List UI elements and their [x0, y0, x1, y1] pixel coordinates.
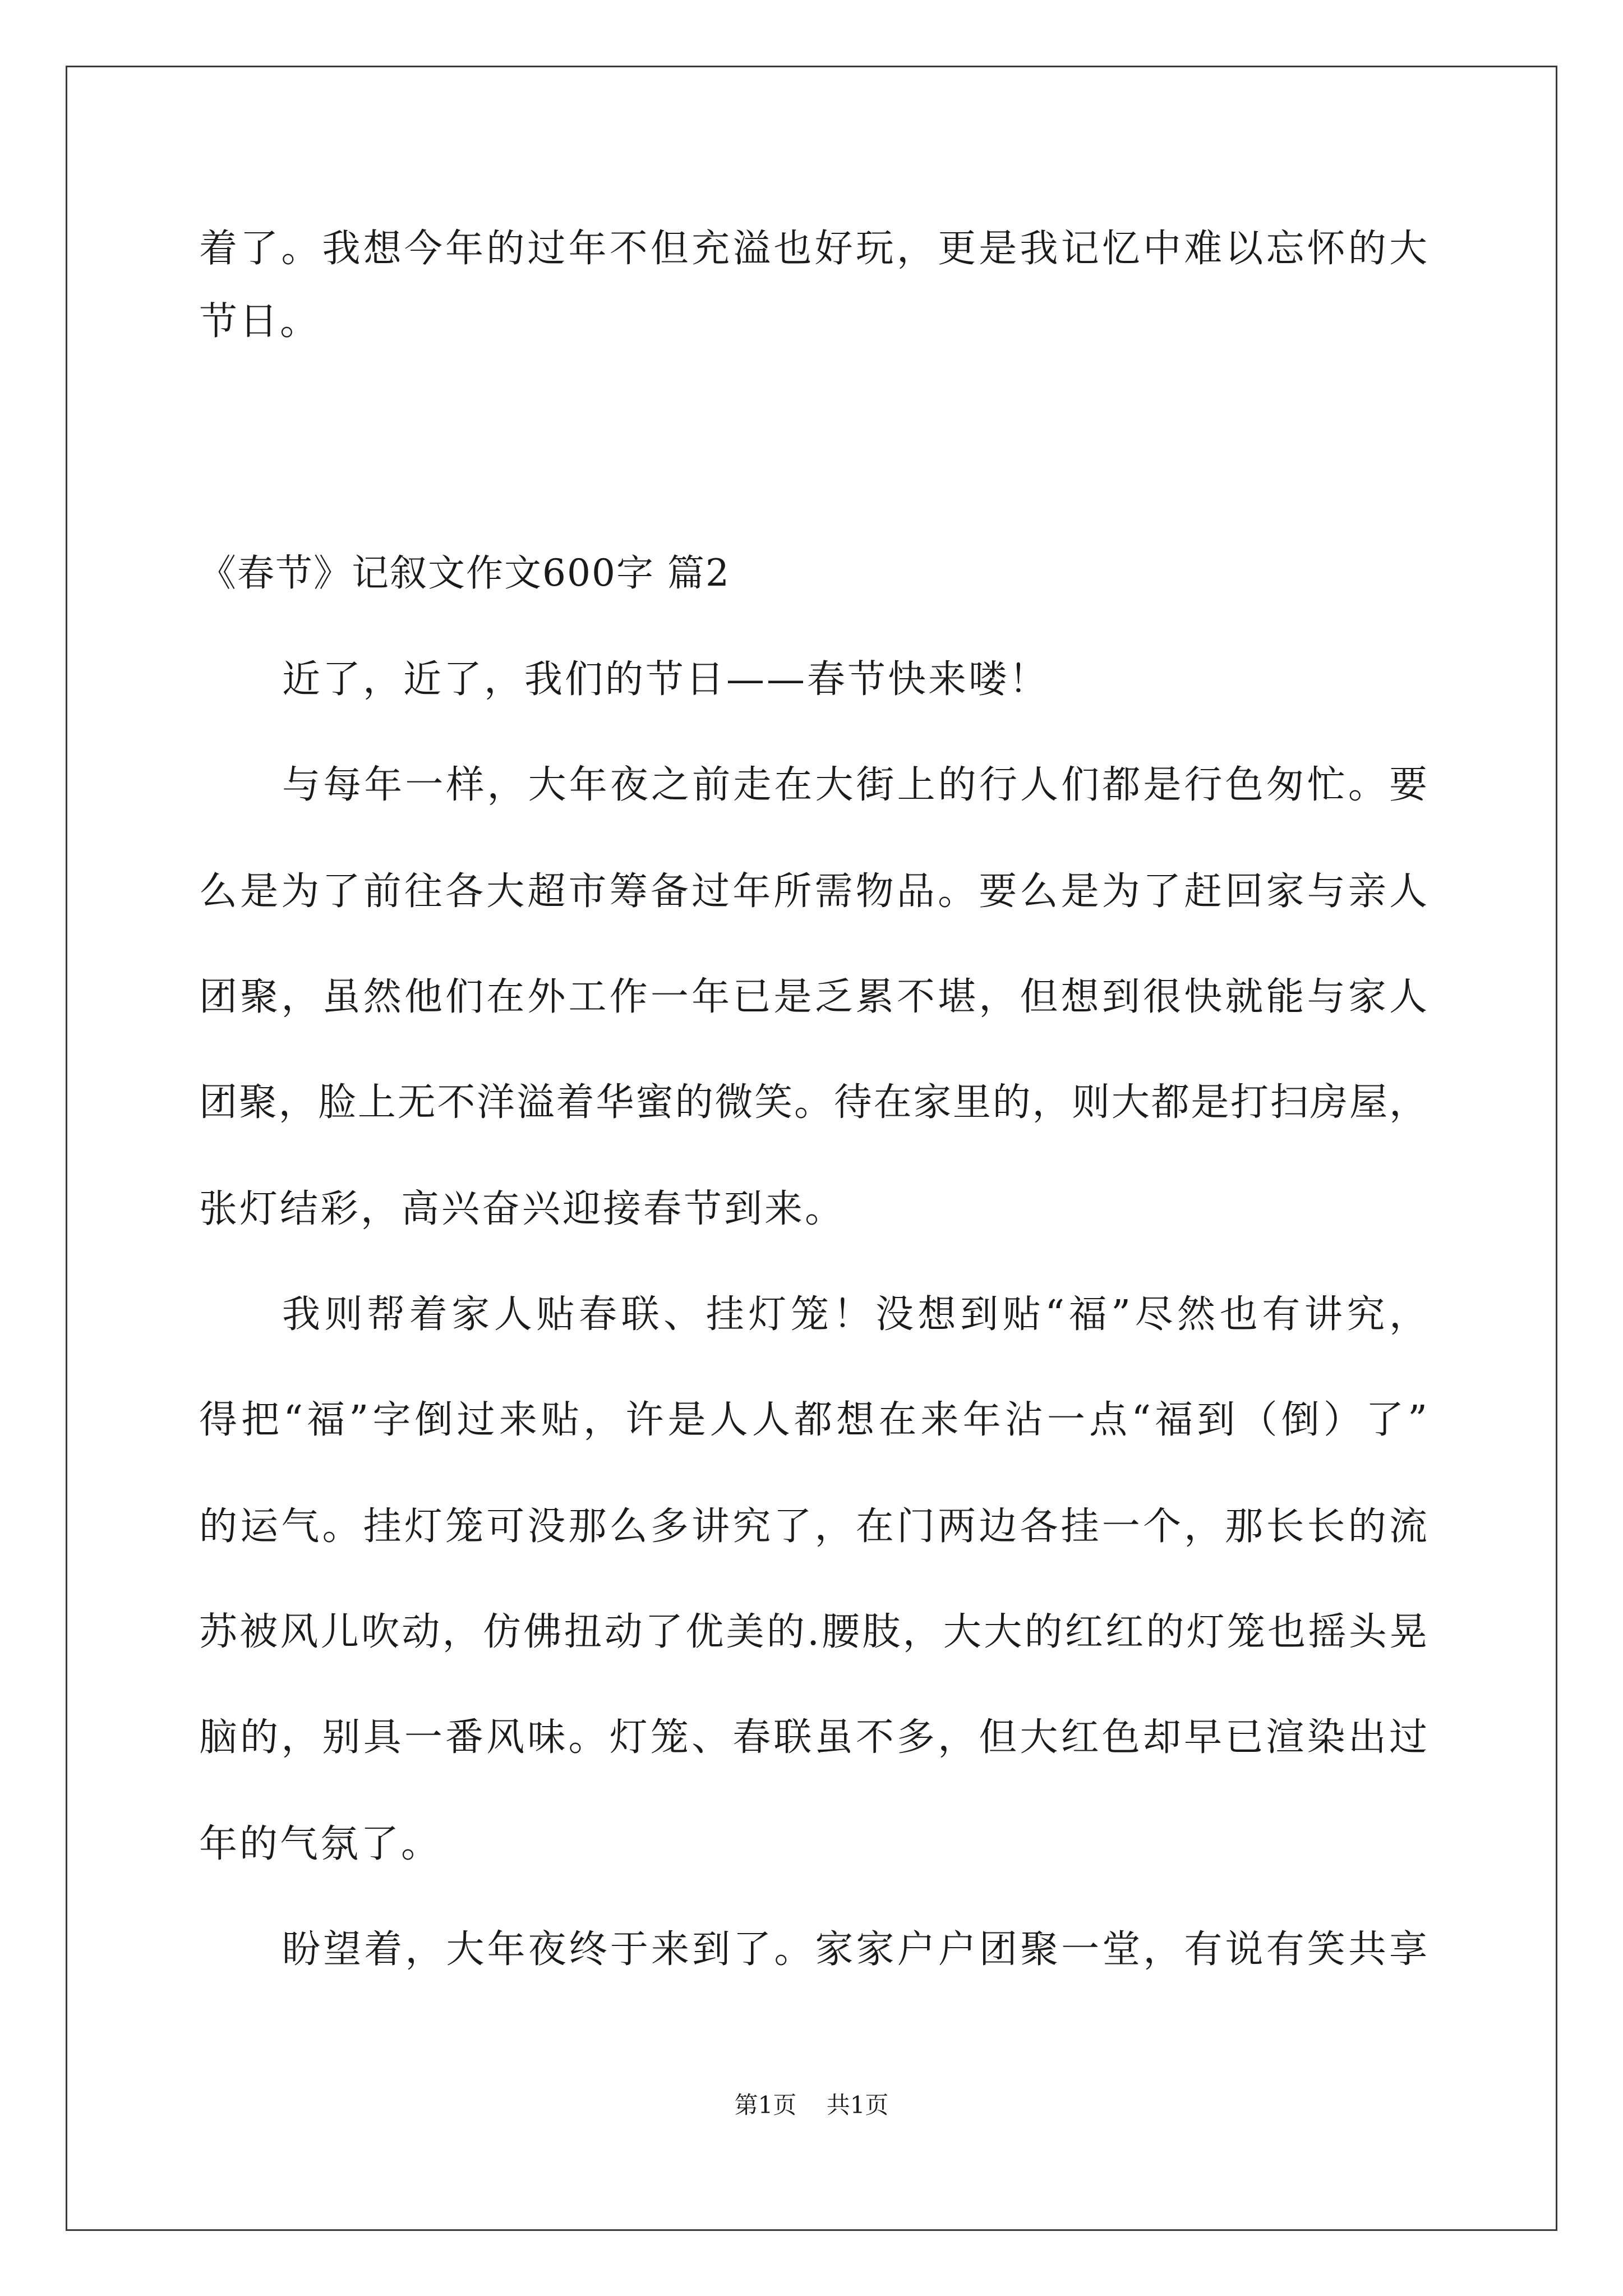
page-number: 第1页	[734, 2091, 797, 2119]
paragraph-line: 与每年一样，大年夜之前走在大街上的行人们都是行色匆忙。要	[282, 763, 1427, 807]
paragraph-line: 么是为了前往各大超市筹备过年所需物品。要么是为了赶回家与亲人	[199, 869, 1427, 914]
page-footer	[0, 2091, 1623, 2119]
paragraph-line: 的运气。挂灯笼可没那么多讲究了，在门两边各挂一个，那长长的流	[199, 1504, 1427, 1549]
paragraph-line: 张灯结彩，高兴奋兴迎接春节到来。	[199, 1187, 846, 1231]
page-border	[66, 66, 1557, 2231]
paragraph-line: 团聚，虽然他们在外工作一年已是乏累不堪，但想到很快就能与家人	[199, 975, 1427, 1019]
paragraph-line: 脑的，别具一番风味。灯笼、春联虽不多，但大红色却早已渲染出过	[199, 1715, 1427, 1760]
paragraph-line: 近了，近了，我们的节日——春节快来喽！	[282, 657, 1050, 702]
paragraph-line: 盼望着，大年夜终于来到了。家家户户团聚一堂，有说有笑共享	[282, 1927, 1427, 1972]
paragraph-line: 年的气氛了。	[199, 1822, 442, 1866]
text-line: 节日。	[199, 300, 321, 344]
paragraph-line: 得把“福”字倒过来贴，许是人人都想在来年沾一点“福到（倒）了”	[199, 1398, 1427, 1442]
paragraph-line: 我则帮着家人贴春联、挂灯笼！没想到贴“福”尽然也有讲究，	[282, 1292, 1427, 1337]
paragraph-line: 苏被风儿吹动，仿佛扭动了优美的.腰肢，大大的红红的灯笼也摇头晃	[199, 1610, 1427, 1654]
page-total: 共1页	[826, 2091, 889, 2119]
text-line: 着了。我想今年的过年不但充溢也好玩，更是我记忆中难以忘怀的大	[199, 227, 1427, 271]
paragraph-line: 团聚，脸上无不洋溢着华蜜的微笑。待在家里的，则大都是打扫房屋，	[199, 1080, 1427, 1125]
section-heading: 《春节》记叙文作文600字 篇2	[199, 551, 730, 595]
